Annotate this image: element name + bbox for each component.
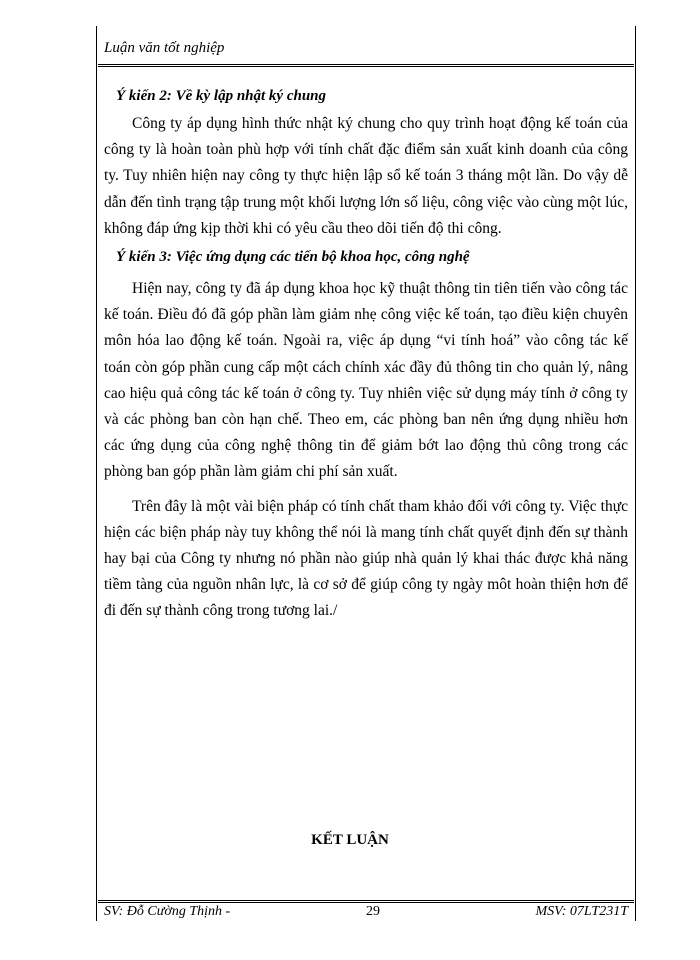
footer-divider xyxy=(98,900,634,903)
section-heading-2: Ý kiến 2: Về kỳ lập nhật ký chung xyxy=(116,88,327,104)
section-heading-3: Ý kiến 3: Việc ứng dụng các tiến bộ khoa học, công nghệ xyxy=(116,249,470,266)
header-divider xyxy=(98,64,634,67)
paragraph-1: Công ty áp dụng hình thức nhật ký chung cho quy trình hoạt động kế toán của công ty là hoàn toàn phù hợp với tính chất đặc điểm sản xuất kinh doanh của công ty. Tuy nhiên hiện nay công ty thực hiện lập sổ kế toán 3 tháng một lần. Do vậy dễ dẫn đến tình trạng tập trung một khối lượng lớn số liệu, công việc vào cùng một lúc, không đáp ứng kịp thời khi có yêu cầu theo dõi tiến độ thi công. xyxy=(104,115,628,237)
paragraph-2: Hiện nay, công ty đã áp dụng khoa học kỹ thuật thông tin tiên tiến vào công tác kế toán. Điều đó đã góp phần làm giảm nhẹ công việc kế toán, tạo điều kiện chuyên môn hóa lao động kế toán. Ngoài ra, việc áp dụng “vi tính hoá” vào công tác kế toán còn góp phần cung cấp một cách chính xác đầy đủ thông tin cho quản lý, nâng cao hiệu quả công tác kế toán ở công ty. Tuy nhiên việc sử dụng máy tính ở công ty và các phòng ban còn hạn chế. Theo em, các phòng ban nên ứng dụng nhiều hơn các ứng dụng của công nghệ thông tin để giảm bớt lao động thủ công trong các phòng ban góp phần làm giảm chi phí sản xuất. xyxy=(104,280,628,481)
conclusion-title: KẾT LUẬN xyxy=(311,832,389,848)
paragraph-3: Trên đây là một vài biện pháp có tính chất tham khảo đối với công ty. Việc thực hiện các biện pháp này tuy không thể nói là mang tính chất quyết định đến sự thành hay bại của Công ty nhưng nó phần nào giúp nhà quản lý khai thác được khả năng tiềm tàng của nguồn nhân lực, là cơ sở để giúp công ty ngày môt hoàn thiện hơn để đi đến sự thành công trong tương lai./ xyxy=(104,497,628,620)
document-body xyxy=(104,80,628,625)
page-header-title: Luận văn tốt nghiệp xyxy=(104,40,225,56)
footer-page-number: 29 xyxy=(366,904,380,919)
footer-student-id: MSV: 07LT231T xyxy=(535,904,628,919)
footer-student-name: SV: Đỗ Cường Thịnh - xyxy=(104,904,231,919)
